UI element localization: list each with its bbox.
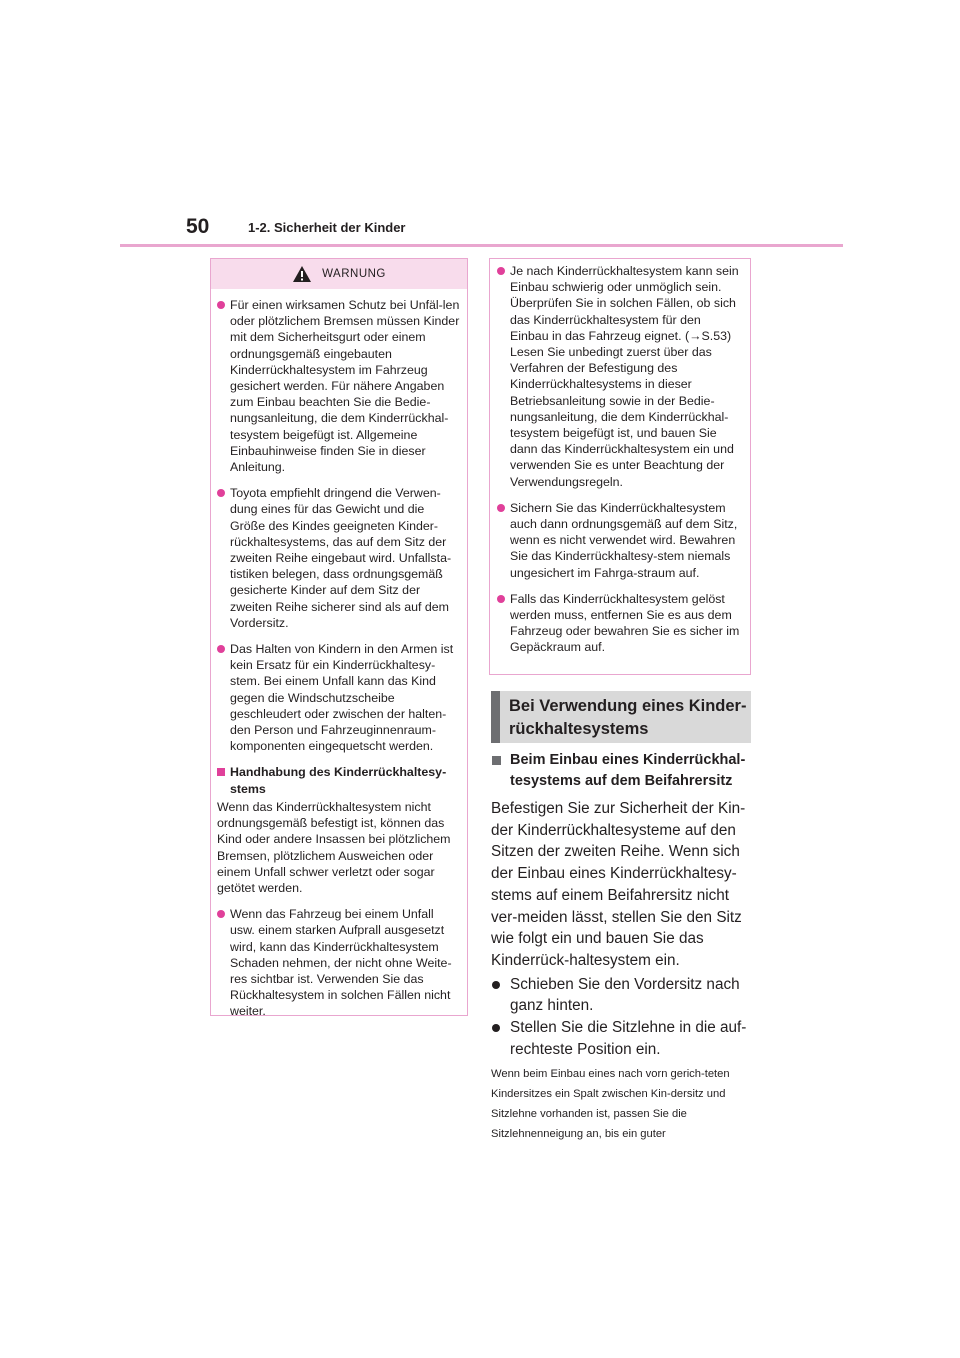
warning-item: Das Halten von Kindern in den Armen ist kein Ersatz für ein Kinderrückhaltesy-stem. Bei einem Unfall kann das Kind gegen die Windschutzscheibe geschleudert oder zwischen der halten-den Person und Fahrzeuginnenraum-komponenten eingequetscht werden. — [217, 641, 461, 754]
note-paragraph: Wenn beim Einbau eines nach vorn gerich-teten Kindersitzes ein Spalt zwischen Kin-dersitz und Sitzlehne vorhanden ist, passen Sie die Sitzlehnenneigung an, bis ein guter — [491, 1068, 730, 1141]
square-bullet-icon — [217, 768, 225, 776]
warning-header — [211, 259, 467, 289]
body-paragraph: Befestigen Sie zur Sicherheit der Kin-der Kinderrückhaltesysteme auf den Sitzen der zweiten Reihe. Wenn sich der Einbau eines Kinderrückhaltesy-stems auf einem Beifahrersitz nicht ver-meiden lässt, stellen Sie den Sitz wie folgt ein und bauen Sie das Kinderrück-haltesystem ein. — [491, 800, 746, 969]
warning-title: WARNUNG — [322, 268, 386, 280]
bullet-dot-icon — [492, 1024, 500, 1032]
warning-item: Je nach Kinderrückhaltesystem kann sein Einbau schwierig oder unmöglich sein. Überprüfen Sie in solchen Fällen, ob sich das Kinderrückhaltesystem für den Einbau in das Fahrzeug eignet. (→S.53) Lesen Sie unbedingt zuerst über das Verfahren der Befestigung des Kinderrückhaltesystems in dieser Betriebsanleitung sowie in der Bedie-nungsanleitung, die dem Kinderrückhal-tesystem beigefügt ist, und bauen Sie dann das Kinderrückhaltesystem ein und verwenden Sie es unter Beachtung der Verwendungsregeln. — [497, 263, 742, 490]
bullet-dot-icon — [217, 489, 225, 497]
warning-triangle-icon — [292, 265, 312, 283]
step-item: Stellen Sie die Sitzlehne in die auf-rechteste Position ein. — [491, 1017, 753, 1060]
bullet-dot-icon — [497, 267, 505, 275]
warning-sub-paragraph: Wenn das Kinderrückhaltesystem nicht ordnungsgemäß befestigt ist, können das Kind oder andere Insassen bei plötzlichem Bremsen, plötzlichem Ausweichen oder einem Unfall schwer verletzt oder sogar getötet werden. — [217, 799, 451, 895]
page-reference[interactable]: S.53 — [701, 328, 727, 343]
bullet-dot-icon — [497, 504, 505, 512]
warning-box — [210, 258, 468, 1019]
page-number: 50 — [186, 215, 210, 238]
warning-item: Für einen wirksamen Schutz bei Unfäl-len oder plötzlichem Bremsen müssen Kinder mit dem Sicherheitsgurt oder einem ordnungsgemäß eingebauten Kinderrückhaltesystem im Fahrzeug gesichert werden. Für nähere Angaben zum Einbau beachten Sie die Bedie-nungsanleitung, die dem Kinderrückhal-tesystem beigefügt ist. Allgemeine Einbauhinweise finden Sie in dieser Anleitung. — [217, 297, 461, 475]
warning-continued-box — [489, 258, 751, 675]
step-item: Schieben Sie den Vordersitz nach ganz hinten. — [491, 974, 753, 1017]
warning-item: Wenn das Fahrzeug bei einem Unfall usw. einem starken Aufprall ausgesetzt wird, kann das Kinderrückhaltesystem Schaden nehmen, der nicht ohne Weite-res sichtbar ist. Verwenden Sie das Rückhaltesystem in solchen Fällen nicht weiter. — [217, 906, 461, 1019]
right-column — [491, 750, 753, 1144]
arrow-right-icon: → — [689, 328, 702, 343]
subsection-heading: Beim Einbau eines Kinderrückhal-tesystems auf dem Beifahrersitz — [491, 750, 753, 792]
section-header: 1-2. Sicherheit der Kinder — [248, 220, 406, 235]
bullet-dot-icon — [217, 645, 225, 653]
bullet-dot-icon — [497, 595, 505, 603]
warning-item: Toyota empfiehlt dringend die Verwen-dung eines für das Gewicht und die Größe des Kindes geeigneten Kinder-rückhaltesystems, das auf dem Sitz der zweiten Reihe eingebaut wird. Unfallsta-tistiken belegen, dass ordnungsgemäß gesicherte Kinder auf dem Sitz der zweiten Reihe sicherer sind als auf dem Vordersitz. — [217, 485, 461, 631]
bullet-dot-icon — [492, 981, 500, 989]
header-rule — [120, 244, 843, 247]
warning-subheading: Handhabung des Kinderrückhaltesy-stems — [217, 764, 461, 796]
warning-item: Falls das Kinderrückhaltesystem gelöst werden muss, entfernen Sie es aus dem Fahrzeug oder bewahren Sie es sicher im Gepäckraum auf. — [497, 591, 742, 656]
section-title: Bei Verwendung eines Kinder-rückhaltesystems — [491, 691, 751, 743]
bullet-dot-icon — [217, 910, 225, 918]
bullet-dot-icon — [217, 301, 225, 309]
warning-item: Sichern Sie das Kinderrückhaltesystem auch dann ordnungsgemäß auf dem Sitz, wenn es nicht verwendet wird. Bewahren Sie das Kinderrückhaltesy-stem niemals ungesichert im Fahrga-straum auf. — [497, 500, 742, 581]
square-bullet-icon — [492, 756, 501, 765]
